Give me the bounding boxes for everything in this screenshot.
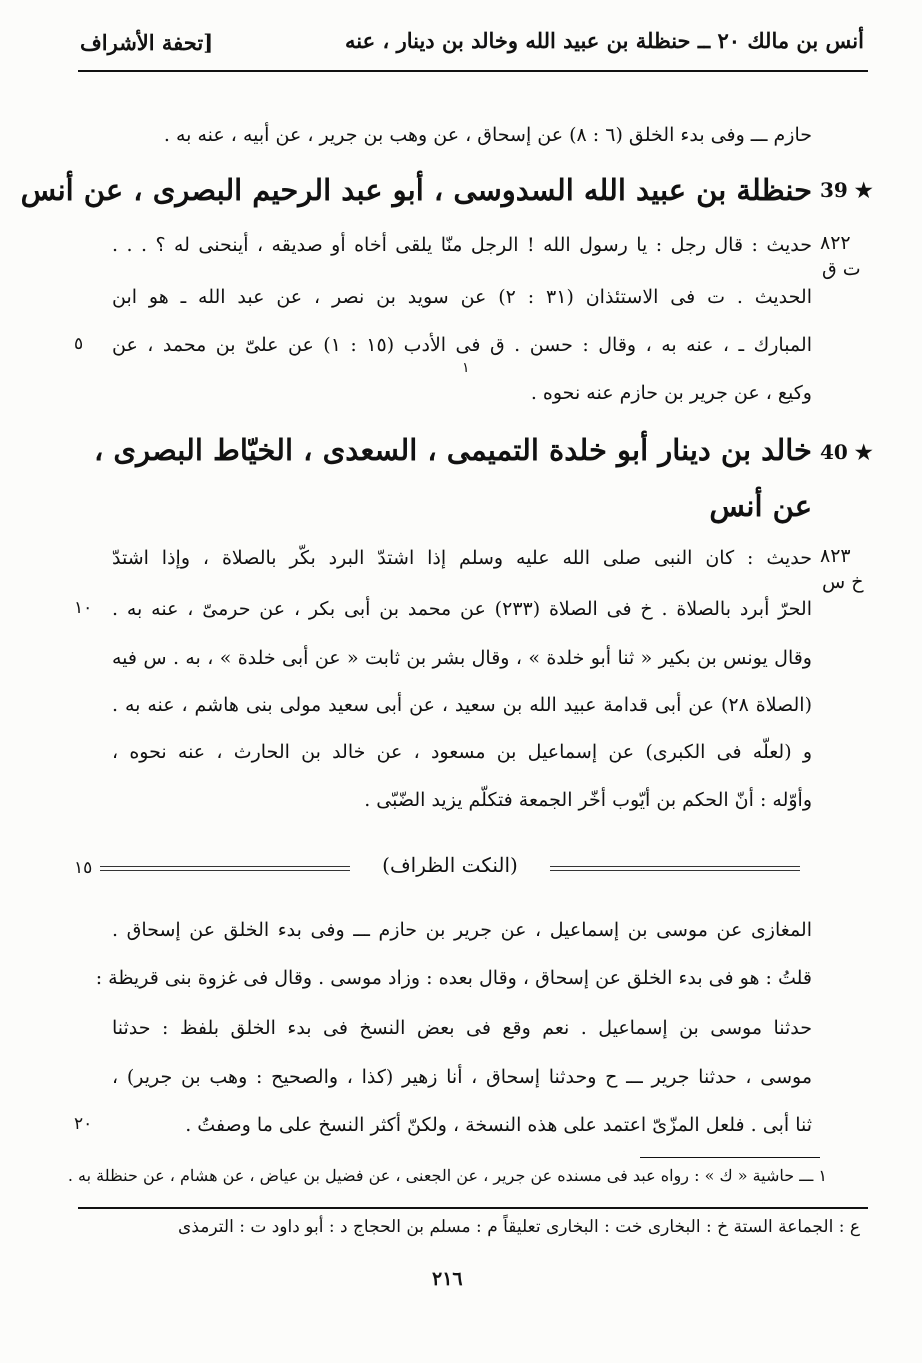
- legend-rule: [78, 1207, 868, 1209]
- nukat-line: موسى ، حدثنا جرير ـــ ح وحدثنا إسحاق ، أنا زهير (كذا ، والصحيح : وهب بن جرير) ،: [112, 1066, 812, 1088]
- abbreviation-legend: ع : الجماعة الستة خ : البخارى خت : البخارى تعليقاً م : مسلم بن الحجاج د : أبو داود ت : الترمذى: [178, 1217, 860, 1237]
- hadith-line: وقال يونس بن بكير « ثنا أبو خلدة » ، وقال بشر بن ثابت « عن أبى خلدة » ، به . س فيه: [112, 647, 812, 669]
- hadith-line: حديث : كان النبى صلى الله عليه وسلم إذا اشتدّ البرد بكّر بالصلاة ، وإذا اشتدّ: [112, 547, 812, 569]
- entry-title: عن أنس: [709, 489, 812, 523]
- line-marker: ١٠: [74, 598, 93, 618]
- page-number: ٢١٦: [432, 1268, 463, 1290]
- footnote-rule: [640, 1157, 820, 1158]
- header-rule: [78, 70, 868, 72]
- line-marker: ٥: [74, 334, 84, 354]
- entry-star-number: 39 ★: [820, 178, 873, 202]
- hadith-number: ٨٢٢: [820, 232, 851, 254]
- running-header-title: أنس بن مالك ٢٠ ــ حنظلة بن عبيد الله وخالد بن دينار ، عنه: [345, 28, 864, 53]
- entry-title: خالد بن دينار أبو خلدة التميمى ، السعدى ، الخيّاط البصرى ،: [93, 433, 812, 467]
- hadith-line: و (لعلّه فى الكبرى) عن إسماعيل بن مسعود ، عن خالد بن الحارث ، عنه نحوه ،: [112, 741, 812, 763]
- footnote-reference: ١: [462, 360, 470, 376]
- running-header-book: [تحفة الأشراف: [80, 30, 214, 55]
- nukat-line: المغازى عن موسى بن إسماعيل ، عن جرير بن حازم ـــ وفى بدء الخلق عن إسحاق .: [112, 919, 812, 941]
- hadith-line: الحرّ أبرد بالصلاة . خ فى الصلاة (٢٣٣) عن محمد بن أبى بكر ، عن حرمىّ ، عنه به .: [112, 598, 812, 620]
- line-marker: ٢٠: [74, 1114, 93, 1134]
- hadith-line: الحديث . ت فى الاستئذان (٣١ : ٢) عن سويد بن نصر ، عن عبد الله ـ هو ابن: [112, 286, 812, 308]
- intro-line: حازم ـــ وفى بدء الخلق (٦ : ٨) عن إسحاق ، عن وهب بن جرير ، عن أبيه ، عنه به .: [163, 124, 812, 146]
- nukat-line: حدثنا موسى بن إسماعيل . نعم وقع فى بعض النسخ فى بدء الخلق بلفظ : حدثنا: [112, 1017, 812, 1039]
- entry-star-number: 40 ★: [820, 440, 873, 464]
- nukat-line: قلتُ : هو فى بدء الخلق عن إسحاق ، وقال بعده : وزاد موسى . وقال فى غزوة بنى قريظة :: [95, 967, 812, 989]
- nukat-divider: [100, 855, 800, 879]
- hadith-line: وكيع ، عن جرير بن حازم عنه نحوه .: [530, 382, 812, 404]
- hadith-line: وأوّله : أنّ الحكم بن أيّوب أخّر الجمعة فتكلّم يزيد الضّبّى .: [364, 789, 812, 811]
- nukat-label: (النكت الظراف): [382, 853, 518, 877]
- line-marker: ١٥: [74, 858, 93, 878]
- hadith-symbols: ت ق: [822, 258, 861, 280]
- entry-title: حنظلة بن عبيد الله السدوسى ، أبو عبد الرحيم البصرى ، عن أنس: [20, 173, 812, 207]
- hadith-line: المبارك ـ ، عنه به ، وقال : حسن . ق فى الأدب (١٥ : ١) عن علىّ بن محمد ، عن: [112, 334, 812, 356]
- hadith-line: حديث : قال رجل : يا رسول الله ! الرجل منّا يلقى أخاه أو صديقه ، أينحنى له ؟ . . .: [112, 234, 812, 256]
- nukat-line: ثنا أبى . فلعل المزّىّ اعتمد على هذه النسخة ، ولكنّ أكثر النسخ على ما وصفتُ .: [185, 1114, 812, 1136]
- footnote: ١ ـــ حاشية « ك » : رواه عبد فى مسنده عن جرير ، عن الجعنى ، عن فضيل بن عياض ، عن هشام ، عن حنظلة به .: [67, 1166, 827, 1185]
- hadith-symbols: خ س: [822, 571, 864, 593]
- hadith-number: ٨٢٣: [820, 545, 851, 567]
- hadith-line: (الصلاة ٢٨) عن أبى قدامة عبيد الله بن سعيد ، عن أبى سعيد مولى بنى هاشم ، عنه به .: [112, 694, 812, 716]
